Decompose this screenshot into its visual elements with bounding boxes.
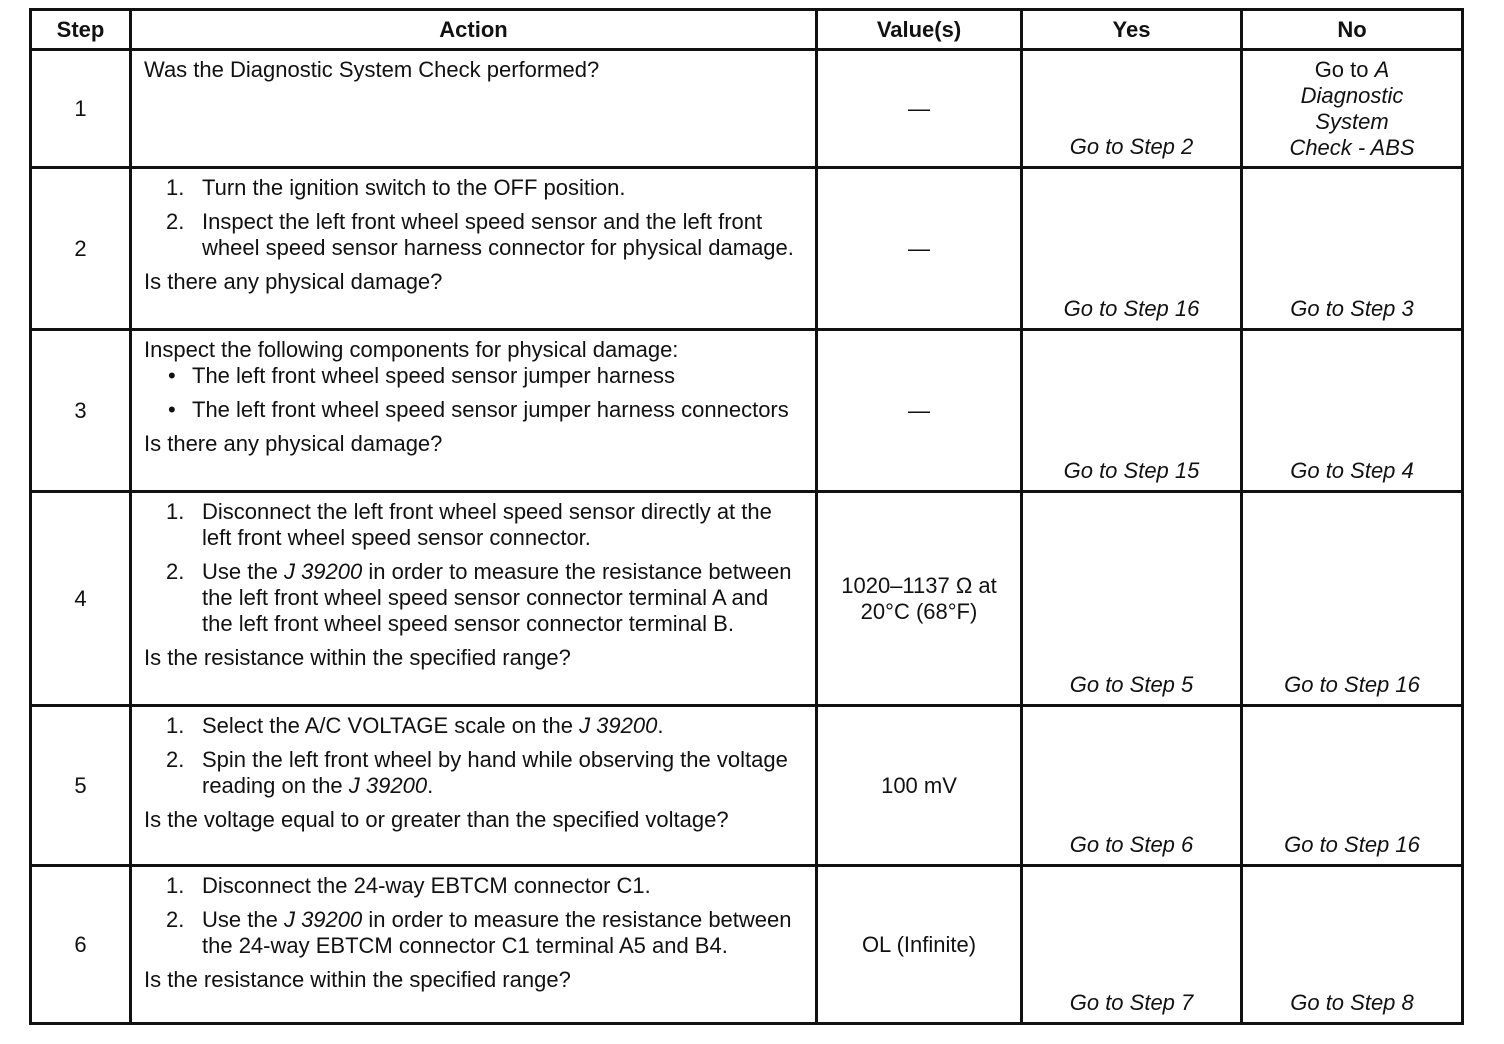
no-link[interactable] (1242, 50, 1463, 168)
action-question: Is the resistance within the specified range? (144, 645, 571, 670)
list-item (144, 397, 797, 423)
table-row (31, 50, 1463, 168)
header-row (31, 10, 1463, 50)
value-cell: — (817, 168, 1022, 330)
no-link[interactable]: Go to Step 8 (1242, 866, 1463, 1024)
action-cell (131, 492, 817, 706)
table-row (31, 330, 1463, 492)
value-line: 1020–1137 Ω at (841, 572, 997, 598)
action-question: Was the Diagnostic System Check performed? (144, 57, 600, 82)
action-steps (144, 873, 797, 959)
step-number: 6 (31, 866, 131, 1024)
component-list (144, 363, 797, 423)
step-item-number: 1. (166, 873, 185, 898)
action-step (144, 747, 797, 799)
action-step (144, 873, 797, 899)
action-cell (131, 706, 817, 866)
header-yes: Yes (1022, 10, 1242, 50)
step-item-text-pre: Spin the left front wheel by hand while observing the voltage reading on the (202, 747, 788, 798)
table-row (31, 706, 1463, 866)
step-number: 4 (31, 492, 131, 706)
tool-reference: J 39200 (579, 713, 658, 738)
action-step (144, 499, 797, 551)
action-cell (131, 330, 817, 492)
tool-reference: J 39200 (283, 559, 363, 584)
table-row (31, 168, 1463, 330)
no-link[interactable]: Go to Step 16 (1242, 706, 1463, 866)
table-row (31, 866, 1463, 1024)
diagnostic-table (29, 8, 1464, 1025)
step-item-text-pre: Use the (202, 559, 278, 584)
step-item-number: 1. (166, 499, 185, 524)
list-item (144, 363, 797, 389)
action-intro: Inspect the following components for physical damage: (144, 337, 679, 362)
yes-link[interactable]: Go to Step 15 (1022, 330, 1242, 492)
yes-link[interactable]: Go to Step 2 (1022, 50, 1242, 168)
step-item-text-post: . (427, 773, 434, 798)
value-cell (817, 492, 1022, 706)
value-cell: 100 mV (817, 706, 1022, 866)
step-number: 3 (31, 330, 131, 492)
step-item-text-post: in order to measure the resistance between the left front wheel speed sensor connector terminal A and the left front wheel speed sensor connector terminal B. (202, 559, 792, 636)
no-link[interactable]: Go to Step 4 (1242, 330, 1463, 492)
action-step (144, 713, 797, 739)
step-item-number: 1. (166, 175, 185, 200)
yes-link[interactable]: Go to Step 16 (1022, 168, 1242, 330)
step-item-text-pre: Select the A/C VOLTAGE scale on the (202, 713, 573, 738)
no-link-reference: A Diagnostic System Check - ABS (1289, 57, 1415, 160)
no-link[interactable]: Go to Step 16 (1242, 492, 1463, 706)
bullet-glyph: • (168, 363, 176, 388)
action-cell (131, 866, 817, 1024)
step-number: 1 (31, 50, 131, 168)
action-cell (131, 50, 817, 168)
step-item-text: Disconnect the 24-way EBTCM connector C1. (202, 873, 651, 898)
step-number: 5 (31, 706, 131, 866)
tool-reference: J 39200 (283, 907, 363, 932)
step-item-text: Disconnect the left front wheel speed sensor directly at the left front wheel speed sensor connector. (202, 499, 772, 550)
step-item-text: Inspect the left front wheel speed sensor and the left front wheel speed sensor harness connector for physical damage. (202, 209, 794, 260)
action-steps (144, 499, 797, 637)
action-cell (131, 168, 817, 330)
action-steps (144, 175, 797, 261)
header-step: Step (31, 10, 131, 50)
tool-reference: J 39200 (348, 773, 428, 798)
action-step (144, 559, 797, 637)
value-cell: OL (Infinite) (817, 866, 1022, 1024)
value-cell: — (817, 50, 1022, 168)
table-row (31, 492, 1463, 706)
yes-link[interactable]: Go to Step 6 (1022, 706, 1242, 866)
header-action: Action (131, 10, 817, 50)
yes-link[interactable]: Go to Step 7 (1022, 866, 1242, 1024)
yes-link[interactable]: Go to Step 5 (1022, 492, 1242, 706)
step-item-text-post: in order to measure the resistance between the 24-way EBTCM connector C1 terminal A5 and B4. (202, 907, 792, 958)
step-item-number: 2. (166, 747, 185, 772)
step-item-text-pre: Use the (202, 907, 278, 932)
action-question: Is there any physical damage? (144, 269, 443, 294)
step-item-number: 2. (166, 907, 185, 932)
action-question: Is the voltage equal to or greater than the specified voltage? (144, 807, 729, 832)
action-step (144, 175, 797, 201)
value-line: 20°C (68°F) (860, 598, 978, 624)
step-item-text-post: . (657, 713, 664, 738)
no-link-prefix: Go to (1314, 57, 1369, 82)
step-number: 2 (31, 168, 131, 330)
action-step (144, 209, 797, 261)
step-item-text: Turn the ignition switch to the OFF position. (202, 175, 626, 200)
value-cell: — (817, 330, 1022, 492)
action-question: Is there any physical damage? (144, 431, 443, 456)
no-link[interactable]: Go to Step 3 (1242, 168, 1463, 330)
header-no: No (1242, 10, 1463, 50)
action-steps (144, 713, 797, 799)
step-item-number: 2. (166, 209, 185, 234)
action-question: Is the resistance within the specified range? (144, 967, 571, 992)
list-item-text: The left front wheel speed sensor jumper harness connectors (192, 397, 789, 422)
header-values: Value(s) (817, 10, 1022, 50)
step-item-number: 2. (166, 559, 185, 584)
action-step (144, 907, 797, 959)
step-item-number: 1. (166, 713, 185, 738)
bullet-glyph: • (168, 397, 176, 422)
list-item-text: The left front wheel speed sensor jumper harness (192, 363, 676, 388)
